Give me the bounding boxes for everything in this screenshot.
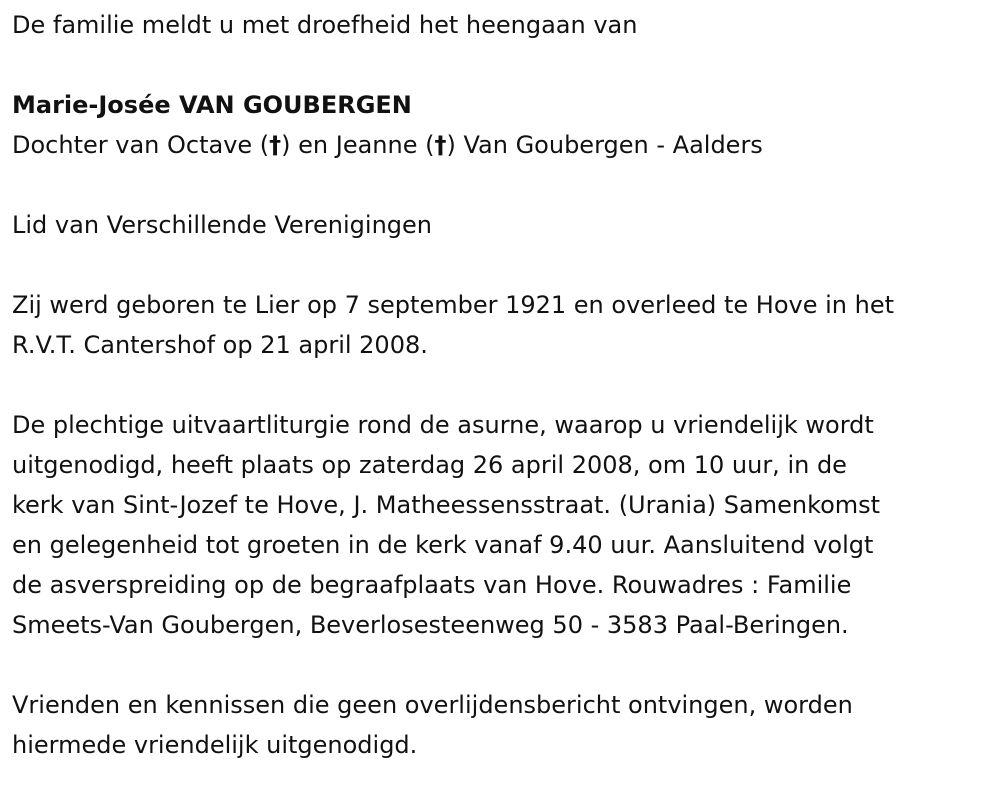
intro-text: De familie meldt u met droefheid het heengaan van: [12, 11, 638, 39]
closing-line: hiermede vriendelijk uitgenodigd.: [12, 731, 418, 759]
funeral-line: Smeets-Van Goubergen, Beverlosesteenweg 50 - 3583 Paal-Beringen.: [12, 611, 849, 639]
spacer: [12, 45, 988, 85]
cross-icon: †: [434, 131, 447, 159]
birth-death-line: Zij werd geboren te Lier op 7 september 1921 en overleed te Hove in het: [12, 291, 894, 319]
parents-text-2: ) en Jeanne (: [281, 131, 435, 159]
funeral-line: De plechtige uitvaartliturgie rond de asurne, waarop u vriendelijk wordt: [12, 411, 874, 439]
spacer: [12, 645, 988, 685]
deceased-name: Marie-Josée VAN GOUBERGEN: [12, 91, 412, 119]
cross-icon: †: [269, 131, 282, 159]
parents-text-3: ) Van Goubergen - Aalders: [446, 131, 763, 159]
spacer: [12, 165, 988, 205]
spacer: [12, 365, 988, 405]
funeral-line: kerk van Sint-Jozef te Hove, J. Matheessensstraat. (Urania) Samenkomst: [12, 491, 881, 519]
membership-text: Lid van Verschillende Verenigingen: [12, 211, 432, 239]
funeral-line: en gelegenheid tot groeten in de kerk vanaf 9.40 uur. Aansluitend volgt: [12, 531, 874, 559]
parents-line: [12, 125, 988, 165]
funeral-line: de asverspreiding op de begraafplaats van Hove. Rouwadres : Familie: [12, 571, 852, 599]
funeral-line: uitgenodigd, heeft plaats op zaterdag 26 april 2008, om 10 uur, in de: [12, 451, 847, 479]
birth-death-line: R.V.T. Cantershof op 21 april 2008.: [12, 331, 428, 359]
closing-line: Vrienden en kennissen die geen overlijdensbericht ontvingen, worden: [12, 691, 853, 719]
spacer: [12, 245, 988, 285]
parents-text-1: Dochter van Octave (: [12, 131, 270, 159]
